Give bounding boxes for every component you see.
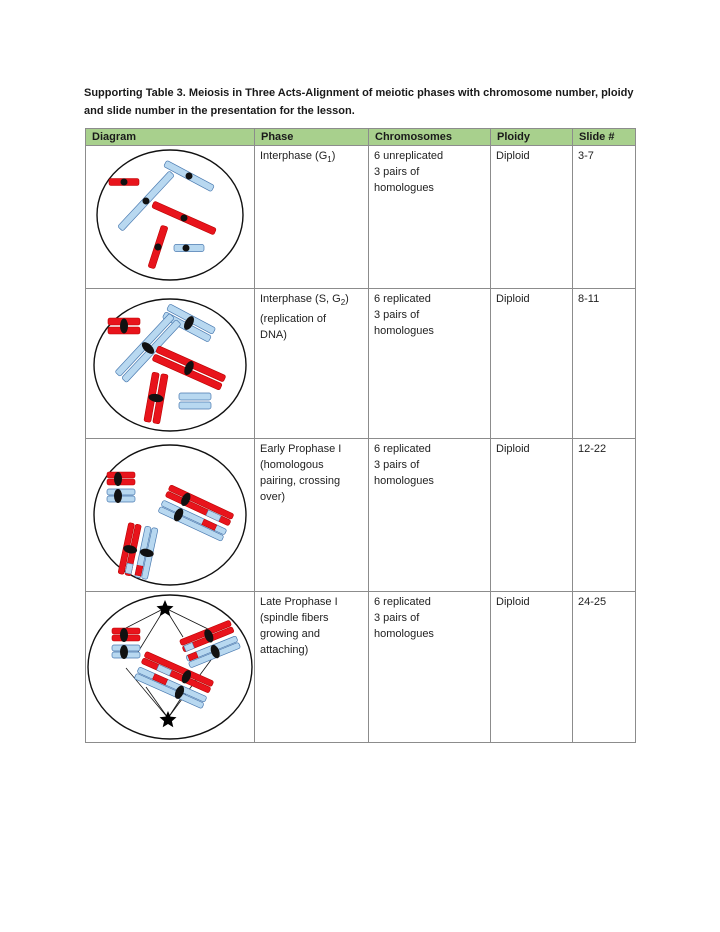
ploidy-text: Diploid	[496, 443, 530, 455]
phase-cell	[255, 592, 369, 743]
diagram-cell	[86, 146, 255, 289]
diagram-cell	[86, 592, 255, 743]
ploidy-text: Diploid	[496, 293, 530, 305]
phase-cell	[255, 146, 369, 289]
phase-subscript: 2	[340, 298, 346, 308]
chromosomes-text: 6 unreplicated 3 pairs of homologues	[374, 150, 444, 194]
phase-cell	[255, 289, 369, 439]
header-chromosomes: Chromosomes	[369, 129, 491, 146]
phase-label: Interphase (S, G	[260, 293, 341, 305]
ploidy-cell	[491, 592, 573, 743]
header-ploidy: Ploidy	[491, 129, 573, 146]
header-diagram: Diagram	[86, 129, 255, 146]
table-caption: Supporting Table 3. Meiosis in Three Acts-Alignment of meiotic phases with chromosome number, ploidy and slide number in the presentation for the lesson.	[84, 87, 634, 117]
phase-label: Late Prophase I (spindle fibers growing and attaching)	[260, 596, 338, 656]
slide-text: 3-7	[578, 150, 594, 162]
header-phase: Phase	[255, 129, 369, 146]
ploidy-cell	[491, 289, 573, 439]
table-row	[86, 439, 636, 592]
chromosomes-text: 6 replicated 3 pairs of homologues	[374, 293, 434, 337]
slide-text: 24-25	[578, 596, 607, 608]
diagram-cell	[86, 289, 255, 439]
chromosomes-cell	[369, 289, 491, 439]
cell-late-prophase-diagram	[86, 592, 255, 742]
phase-close: )	[345, 293, 349, 305]
table-header-row	[86, 129, 636, 146]
phase-label: Interphase (G	[260, 150, 328, 162]
chromosomes-cell	[369, 146, 491, 289]
ploidy-cell	[491, 146, 573, 289]
table-row	[86, 289, 636, 439]
header-slide: Slide #	[573, 129, 636, 146]
ploidy-cell	[491, 439, 573, 592]
diagram-cell	[86, 439, 255, 592]
slide-cell	[573, 146, 636, 289]
meiosis-table	[85, 128, 636, 743]
ploidy-text: Diploid	[496, 150, 530, 162]
chromosomes-text: 6 replicated 3 pairs of homologues	[374, 443, 434, 487]
slide-cell	[573, 289, 636, 439]
phase-detail: (replication of DNA)	[260, 313, 327, 342]
table-row	[86, 146, 636, 289]
chromosomes-text: 6 replicated 3 pairs of homologues	[374, 596, 434, 640]
slide-cell	[573, 592, 636, 743]
ploidy-text: Diploid	[496, 596, 530, 608]
chromosomes-cell	[369, 592, 491, 743]
slide-text: 12-22	[578, 443, 607, 455]
table-row	[86, 592, 636, 743]
phase-close: )	[331, 150, 336, 162]
slide-text: 8-11	[578, 293, 600, 305]
cell-interphase-s-g2-diagram	[86, 289, 255, 438]
slide-cell	[573, 439, 636, 592]
phase-label: Early Prophase I (homologous pairing, crossing over)	[260, 443, 342, 503]
phase-cell	[255, 439, 369, 592]
cell-early-prophase-diagram	[86, 439, 255, 591]
phase-subscript: 1	[327, 155, 332, 165]
chromosomes-cell	[369, 439, 491, 592]
cell-interphase-g1-diagram	[86, 146, 255, 288]
